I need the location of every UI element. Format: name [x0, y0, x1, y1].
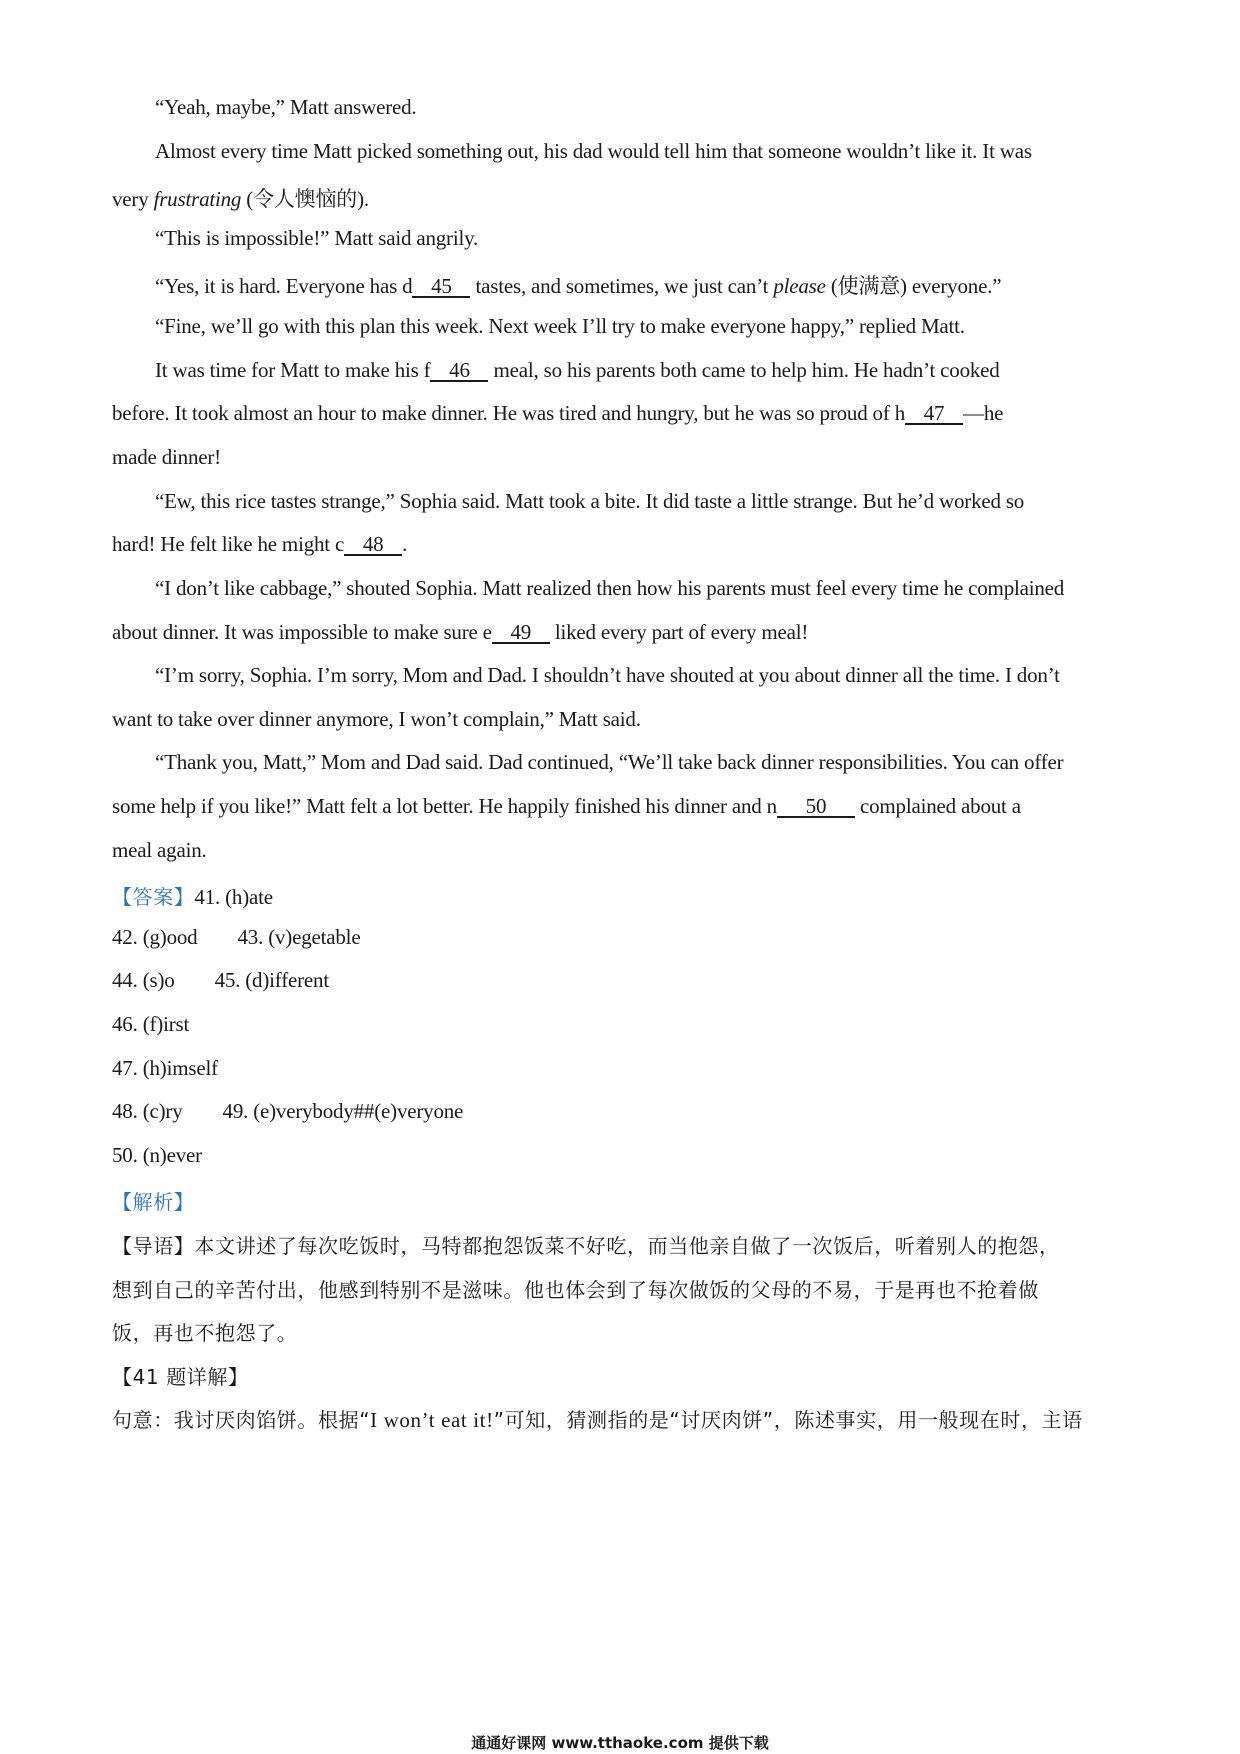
question-41-detail: 句意：我讨厌肉馅饼。根据“I won’t eat it!”可知，猜测指的是“讨厌肉饼”，陈述事实，用一般现在时，主语 — [112, 1408, 1083, 1432]
passage-line: about dinner. It was impossible to make sure e 49 liked every part of every meal! — [112, 620, 809, 644]
passage-line: before. It took almost an hour to make dinner. He was tired and hungry, but he was so proud of h 47 —he — [112, 401, 1004, 425]
blank-50: 50 — [777, 796, 855, 818]
answer-line: 【答案】41. (h)ate — [112, 885, 273, 909]
answer-line: 47. (h)imself — [112, 1056, 218, 1080]
analysis-label: 【解析】 — [112, 1190, 195, 1214]
guide-line: 饭，再也不抱怨了。 — [112, 1321, 298, 1345]
passage-line: some help if you like!” Matt felt a lot better. He happily finished his dinner and n 50 complained about a — [112, 794, 1021, 818]
guide-line: 想到自己的辛苦付出，他感到特别不是滋味。他也体会到了每次做饭的父母的不易，于是再也不抢着做 — [112, 1278, 1039, 1302]
answer-line: 46. (f)irst — [112, 1012, 190, 1036]
passage-line: very frustrating (令人懊恼的). — [112, 187, 369, 211]
passage-line: “Yeah, maybe,” Matt answered. — [155, 95, 417, 119]
passage-line: Almost every time Matt picked something out, his dad would tell him that someone wouldn’t like it. It was — [155, 139, 1032, 163]
blank-49: 49 — [492, 622, 550, 644]
passage-line: “This is impossible!” Matt said angrily. — [155, 226, 479, 250]
answer-line: 44. (s)o 45. (d)ifferent — [112, 968, 329, 992]
passage-line: “Yes, it is hard. Everyone has d 45 tastes, and sometimes, we just can’t please (使满意) everyone.” — [155, 274, 1002, 298]
passage-line: meal again. — [112, 838, 207, 862]
blank-46: 46 — [430, 360, 488, 382]
question-41-heading: 【41 题详解】 — [112, 1365, 249, 1389]
answer-line: 42. (g)ood 43. (v)egetable — [112, 925, 361, 949]
answer-label: 【答案】 — [112, 885, 195, 909]
passage-line: want to take over dinner anymore, I won’t complain,” Matt said. — [112, 707, 641, 731]
passage-line: “I don’t like cabbage,” shouted Sophia. Matt realized then how his parents must feel every time he complained — [155, 576, 1065, 600]
blank-45: 45 — [412, 276, 470, 298]
passage-line: It was time for Matt to make his f 46 meal, so his parents both came to help him. He hadn’t cooked — [155, 358, 1000, 382]
guide-line: 【导语】本文讲述了每次吃饭时，马特都抱怨饭菜不好吃，而当他亲自做了一次饭后，听着别人的抱怨， — [112, 1234, 1060, 1258]
passage-line: “Thank you, Matt,” Mom and Dad said. Dad continued, “We’ll take back dinner responsibilities. You can offer — [155, 750, 1064, 774]
passage-line: “I’m sorry, Sophia. I’m sorry, Mom and Dad. I shouldn’t have shouted at you about dinner all the time. I don’t — [155, 663, 1060, 687]
blank-48: 48 — [344, 534, 402, 556]
blank-47: 47 — [905, 403, 963, 425]
page-footer: 通通好课网 www.tthaoke.com 提供下载 — [471, 1734, 769, 1752]
passage-line: “Fine, we’ll go with this plan this week. Next week I’ll try to make everyone happy,” replied Matt. — [155, 314, 965, 338]
answer-line: 48. (c)ry 49. (e)verybody##(e)veryone — [112, 1099, 464, 1123]
answer-line: 50. (n)ever — [112, 1143, 202, 1167]
passage-line: hard! He felt like he might c 48 . — [112, 532, 408, 556]
passage-line: “Ew, this rice tastes strange,” Sophia said. Matt took a bite. It did taste a little strange. But he’d worked so — [155, 489, 1025, 513]
passage-line: made dinner! — [112, 445, 221, 469]
